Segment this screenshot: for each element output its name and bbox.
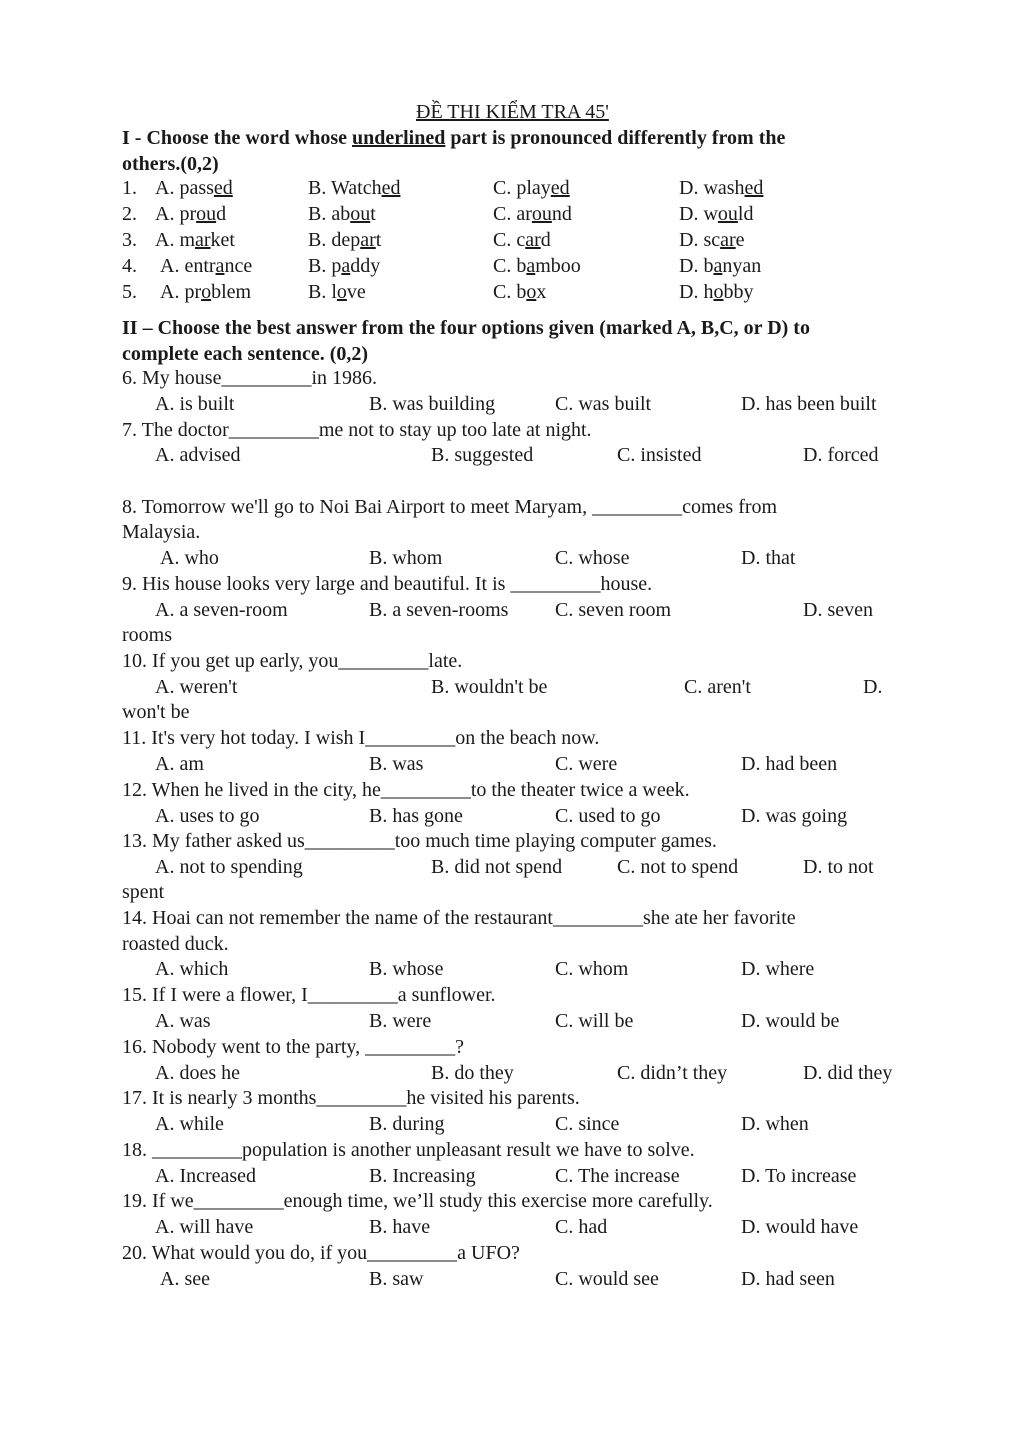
answer-option: C. used to go bbox=[555, 805, 661, 827]
question-number: 2. bbox=[122, 203, 137, 225]
underlined-part: o bbox=[336, 281, 347, 303]
option-text: t bbox=[375, 229, 382, 251]
answer-option: D. would have bbox=[741, 1216, 859, 1238]
answer-option bbox=[493, 176, 570, 200]
question-text: 14. Hoai can not remember the name of the restaurant_________she ate her favorite bbox=[122, 907, 796, 929]
question-text: 17. It is nearly 3 months_________he visited his parents. bbox=[122, 1087, 580, 1109]
option-text: B. dep bbox=[308, 229, 361, 251]
answer-option: B. was bbox=[369, 753, 424, 775]
answer-option: B. during bbox=[369, 1113, 445, 1135]
answer-option: A. a seven-room bbox=[155, 599, 288, 621]
option-text: ld bbox=[737, 203, 754, 225]
option-text: x bbox=[536, 281, 547, 303]
exam-title: ĐỀ THI KIỂM TRA 45' bbox=[416, 101, 609, 123]
answer-option: A. not to spending bbox=[155, 856, 303, 878]
answer-option: D. to not bbox=[803, 856, 874, 878]
answer-option: B. whom bbox=[369, 547, 443, 569]
answer-option: D. To increase bbox=[741, 1165, 857, 1187]
answer-option: C. didn’t they bbox=[617, 1062, 728, 1084]
option-text: A. pass bbox=[155, 177, 214, 199]
answer-option bbox=[308, 254, 380, 278]
option-text: C. b bbox=[493, 255, 527, 277]
option-text: C. ar bbox=[493, 203, 532, 225]
answer-option: D. bbox=[863, 676, 883, 698]
underlined-part: a bbox=[526, 255, 536, 277]
option-text: d bbox=[540, 229, 551, 251]
answer-option: A. who bbox=[160, 547, 219, 569]
answer-option: C. will be bbox=[555, 1010, 634, 1032]
option-text: D. h bbox=[679, 281, 714, 303]
question-text: 11. It's very hot today. I wish I_________on the beach now. bbox=[122, 727, 600, 749]
answer-option: B. Increasing bbox=[369, 1165, 476, 1187]
answer-option: D. seven bbox=[803, 599, 873, 621]
question-text: 9. His house looks very large and beautiful. It is _________house. bbox=[122, 573, 653, 595]
answer-option bbox=[308, 280, 366, 304]
answer-option: B. wouldn't be bbox=[431, 676, 548, 698]
answer-option bbox=[308, 176, 400, 200]
option-text: ddy bbox=[350, 255, 381, 277]
question-text: 13. My father asked us_________too much time playing computer games. bbox=[122, 830, 717, 852]
question-continuation: Malaysia. bbox=[122, 521, 201, 543]
answer-option bbox=[493, 254, 581, 278]
option-text: ket bbox=[210, 229, 235, 251]
question-continuation: rooms bbox=[122, 624, 172, 646]
question-text: 15. If I were a flower, I_________a sunflower. bbox=[122, 984, 496, 1006]
underlined-part: ar bbox=[195, 229, 211, 251]
option-text: C. play bbox=[493, 177, 551, 199]
option-text: bby bbox=[723, 281, 754, 303]
underlined-part: o bbox=[526, 281, 537, 303]
answer-option bbox=[155, 176, 233, 200]
answer-option: C. would see bbox=[555, 1268, 659, 1290]
answer-option bbox=[679, 176, 763, 200]
option-text: nd bbox=[551, 203, 572, 225]
section-heading-line bbox=[122, 316, 810, 340]
answer-option bbox=[155, 202, 226, 226]
option-text: D. w bbox=[679, 203, 718, 225]
answer-option: D. would be bbox=[741, 1010, 840, 1032]
question-text: 10. If you get up early, you_________late. bbox=[122, 650, 463, 672]
option-text: nyan bbox=[722, 255, 762, 277]
answer-option bbox=[160, 280, 251, 304]
underlined-part: ou bbox=[717, 203, 738, 225]
answer-option: A. weren't bbox=[155, 676, 238, 698]
option-text: mboo bbox=[535, 255, 581, 277]
answer-option: A. was bbox=[155, 1010, 211, 1032]
underlined-part: ed bbox=[381, 177, 401, 199]
question-continuation: won't be bbox=[122, 701, 190, 723]
question-text: 12. When he lived in the city, he_________to the theater twice a week. bbox=[122, 779, 690, 801]
answer-option: A. which bbox=[155, 958, 229, 980]
option-text: B. p bbox=[308, 255, 342, 277]
answer-option bbox=[308, 228, 381, 252]
option-text: B. Watch bbox=[308, 177, 382, 199]
option-text: e bbox=[735, 229, 745, 251]
question-text: 6. My house_________in 1986. bbox=[122, 367, 377, 389]
answer-option: C. not to spend bbox=[617, 856, 739, 878]
answer-option: C. aren't bbox=[684, 676, 751, 698]
answer-option bbox=[308, 202, 376, 226]
underlined-part: ar bbox=[720, 229, 736, 251]
option-text: ve bbox=[346, 281, 366, 303]
option-text: nce bbox=[224, 255, 253, 277]
option-text: B. ab bbox=[308, 203, 351, 225]
underlined-part: ar bbox=[525, 229, 541, 251]
answer-option bbox=[155, 228, 235, 252]
question-number: 1. bbox=[122, 177, 137, 199]
answer-option: C. had bbox=[555, 1216, 608, 1238]
heading-text: complete each sentence. (0,2) bbox=[122, 343, 369, 365]
heading-text: others.(0,2) bbox=[122, 153, 219, 175]
answer-option: A. see bbox=[160, 1268, 210, 1290]
underlined-part: ed bbox=[550, 177, 570, 199]
answer-option: B. suggested bbox=[431, 444, 534, 466]
underlined-part: ed bbox=[213, 177, 233, 199]
answer-option: D. has been built bbox=[741, 393, 877, 415]
answer-option bbox=[493, 202, 572, 226]
underlined-part: ou bbox=[350, 203, 371, 225]
heading-text: II – Choose the best answer from the four options given (marked A, B,C, or D) to bbox=[122, 317, 810, 339]
answer-option: D. forced bbox=[803, 444, 879, 466]
option-text: B. l bbox=[308, 281, 337, 303]
answer-option: D. when bbox=[741, 1113, 809, 1135]
question-text: 20. What would you do, if you_________a UFO? bbox=[122, 1242, 520, 1264]
answer-option bbox=[679, 202, 753, 226]
option-text: t bbox=[370, 203, 376, 225]
answer-option: A. Increased bbox=[155, 1165, 257, 1187]
answer-option: B. were bbox=[369, 1010, 432, 1032]
answer-option: C. since bbox=[555, 1113, 620, 1135]
answer-option: A. while bbox=[155, 1113, 224, 1135]
question-continuation: roasted duck. bbox=[122, 933, 229, 955]
answer-option: D. had been bbox=[741, 753, 838, 775]
question-text: 19. If we_________enough time, we’ll study this exercise more carefully. bbox=[122, 1190, 713, 1212]
answer-option: B. was building bbox=[369, 393, 496, 415]
option-text: A. pr bbox=[155, 203, 197, 225]
answer-option: C. were bbox=[555, 753, 618, 775]
answer-option: C. seven room bbox=[555, 599, 672, 621]
answer-option: D. did they bbox=[803, 1062, 893, 1084]
option-text: A. pr bbox=[160, 281, 202, 303]
answer-option: A. does he bbox=[155, 1062, 240, 1084]
question-number: 5. bbox=[122, 281, 137, 303]
question-text: 16. Nobody went to the party, _________? bbox=[122, 1036, 464, 1058]
heading-text: I - Choose the word whose bbox=[122, 127, 352, 149]
option-text: C. c bbox=[493, 229, 526, 251]
heading-text: part is pronounced differently from the bbox=[445, 127, 786, 149]
question-number: 3. bbox=[122, 229, 137, 251]
answer-option: C. whom bbox=[555, 958, 629, 980]
answer-option: A. is built bbox=[155, 393, 235, 415]
answer-option: C. The increase bbox=[555, 1165, 680, 1187]
option-text: A. entr bbox=[160, 255, 216, 277]
option-text: D. sc bbox=[679, 229, 721, 251]
answer-option: B. have bbox=[369, 1216, 431, 1238]
answer-option: A. uses to go bbox=[155, 805, 260, 827]
section-heading-line bbox=[122, 152, 219, 176]
answer-option bbox=[493, 280, 546, 304]
underlined-part: o bbox=[201, 281, 212, 303]
answer-option: C. whose bbox=[555, 547, 630, 569]
answer-option bbox=[493, 228, 551, 252]
question-text: 18. _________population is another unpleasant result we have to solve. bbox=[122, 1139, 695, 1161]
answer-option: B. has gone bbox=[369, 805, 463, 827]
underlined-part: o bbox=[713, 281, 724, 303]
option-text: A. m bbox=[155, 229, 195, 251]
answer-option: D. where bbox=[741, 958, 815, 980]
answer-option: B. whose bbox=[369, 958, 444, 980]
underlined-part: a bbox=[215, 255, 225, 277]
answer-option: A. advised bbox=[155, 444, 241, 466]
underlined-part: ed bbox=[744, 177, 764, 199]
option-text: blem bbox=[211, 281, 252, 303]
answer-option: D. that bbox=[741, 547, 796, 569]
underlined-part: ou bbox=[531, 203, 552, 225]
option-text: D. b bbox=[679, 255, 714, 277]
answer-option: D. was going bbox=[741, 805, 848, 827]
answer-option: C. insisted bbox=[617, 444, 702, 466]
option-text: D. wash bbox=[679, 177, 745, 199]
question-continuation: spent bbox=[122, 881, 165, 903]
section-heading-line bbox=[122, 342, 368, 366]
underlined-part: ou bbox=[196, 203, 217, 225]
answer-option: C. was built bbox=[555, 393, 652, 415]
question-number: 4. bbox=[122, 255, 137, 277]
question-text: 7. The doctor_________me not to stay up too late at night. bbox=[122, 419, 592, 441]
underlined-part: a bbox=[713, 255, 723, 277]
answer-option: A. will have bbox=[155, 1216, 254, 1238]
answer-option: D. had seen bbox=[741, 1268, 835, 1290]
answer-option: A. am bbox=[155, 753, 204, 775]
answer-option bbox=[679, 280, 753, 304]
option-text: d bbox=[216, 203, 227, 225]
underlined-part: ar bbox=[360, 229, 376, 251]
option-text: C. b bbox=[493, 281, 527, 303]
answer-option: B. do they bbox=[431, 1062, 514, 1084]
answer-option: B. a seven-rooms bbox=[369, 599, 509, 621]
underlined-part: a bbox=[341, 255, 351, 277]
answer-option: B. saw bbox=[369, 1268, 424, 1290]
answer-option bbox=[679, 228, 745, 252]
section-heading-line bbox=[122, 126, 785, 150]
answer-option bbox=[679, 254, 761, 278]
question-text: 8. Tomorrow we'll go to Noi Bai Airport to meet Maryam, _________comes from bbox=[122, 496, 778, 518]
answer-option: B. did not spend bbox=[431, 856, 563, 878]
underlined-part: underlined bbox=[352, 127, 446, 149]
answer-option bbox=[160, 254, 252, 278]
